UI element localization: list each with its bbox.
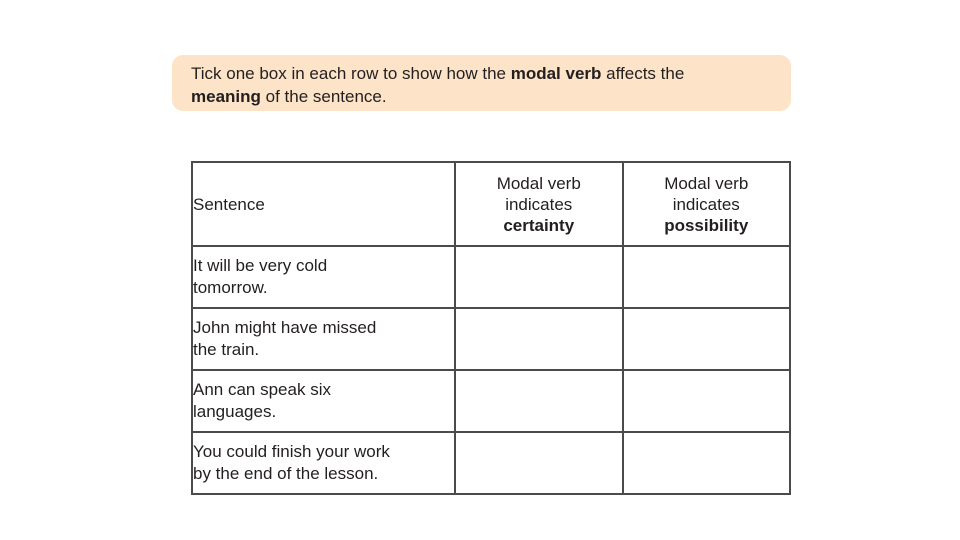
tick-box-certainty[interactable] xyxy=(455,432,623,494)
table-header-row xyxy=(192,162,790,246)
header-possibility-line1: Modal verb xyxy=(664,173,749,193)
table-row xyxy=(192,246,790,308)
header-certainty-line1: Modal verb xyxy=(496,173,581,193)
sentence-line: You could finish your work xyxy=(193,442,390,461)
header-certainty-line3: certainty xyxy=(503,215,575,235)
instruction-bold-modal-verb: modal verb xyxy=(510,64,602,83)
sentence-cell xyxy=(192,246,455,308)
tick-box-possibility[interactable] xyxy=(623,246,791,308)
sentence-line: by the end of the lesson. xyxy=(193,464,379,483)
tick-box-certainty[interactable] xyxy=(455,370,623,432)
header-possibility xyxy=(623,162,791,246)
sentence-cell xyxy=(192,432,455,494)
tick-box-possibility[interactable] xyxy=(623,432,791,494)
tick-box-possibility[interactable] xyxy=(623,308,791,370)
sentence-cell xyxy=(192,370,455,432)
sentence-line: Ann can speak six xyxy=(193,380,331,399)
tick-box-certainty[interactable] xyxy=(455,246,623,308)
table-row xyxy=(192,370,790,432)
instruction-box xyxy=(172,55,791,111)
header-sentence: Sentence xyxy=(192,162,455,246)
table-row xyxy=(192,432,790,494)
header-certainty-line2: indicates xyxy=(505,194,573,214)
instruction-text-3: of the sentence. xyxy=(260,87,387,106)
tick-box-possibility[interactable] xyxy=(623,370,791,432)
sentence-line: John might have missed xyxy=(193,318,377,337)
sentence-cell xyxy=(192,308,455,370)
modal-verb-table xyxy=(191,161,791,495)
tick-box-certainty[interactable] xyxy=(455,308,623,370)
sentence-line: languages. xyxy=(193,402,277,421)
sentence-line: tomorrow. xyxy=(193,278,268,297)
instruction-text-2: affects the xyxy=(601,64,685,83)
sentence-line: It will be very cold xyxy=(193,256,328,275)
table-row xyxy=(192,308,790,370)
sentence-line: the train. xyxy=(193,340,260,359)
header-certainty xyxy=(455,162,623,246)
instruction-text-1: Tick one box in each row to show how the xyxy=(191,64,511,83)
instruction-bold-meaning: meaning xyxy=(191,87,261,106)
header-possibility-line2: indicates xyxy=(672,194,740,214)
header-possibility-line3: possibility xyxy=(664,215,749,235)
